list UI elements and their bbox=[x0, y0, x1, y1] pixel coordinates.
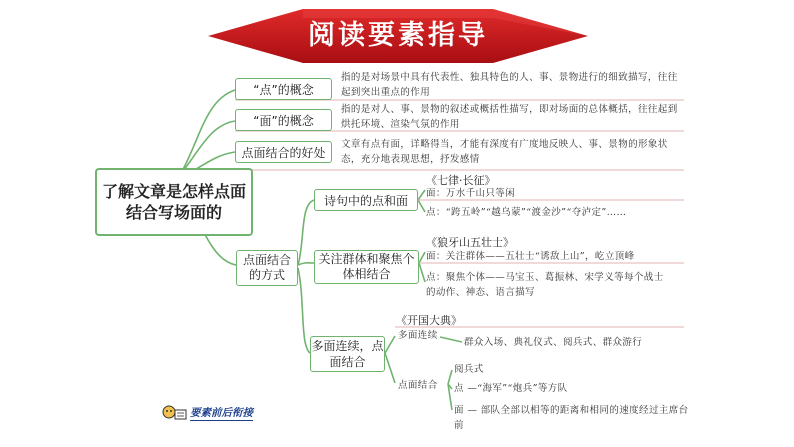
multi-node: 多面连续，点面结合 bbox=[310, 336, 385, 372]
multi-source: 《开国大典》 bbox=[396, 314, 462, 327]
poem-source: 《七律·长征》 bbox=[426, 174, 496, 187]
multi-items: 群众入场、典礼仪式、阅兵式、群众游行 bbox=[464, 337, 643, 348]
multi-label: 多面连续 bbox=[398, 330, 438, 341]
method-node: 点面结合的方式 bbox=[236, 250, 298, 286]
concept-surface-desc: 指的是对人、事、景物的叙述或概括性描写，即对场面的总体概括，往往起到烘托环境、渲染气氛的作用 bbox=[341, 104, 678, 130]
central-topic: 了解文章是怎样点面结合写场面的 bbox=[95, 168, 253, 236]
group-source: 《狼牙山五壮士》 bbox=[426, 236, 514, 249]
parade-surface: 面 — 部队全部以相等的距离和相同的速度经过主席台前 bbox=[454, 405, 689, 431]
poem-point: 点：“跨五岭”“越乌蒙”“渡金沙”“夺泸定”…… bbox=[426, 207, 627, 218]
combine-label: 点面结合 bbox=[398, 380, 438, 391]
benefit-node: 点面结合的好处 bbox=[235, 141, 332, 163]
group-point: 点：聚焦个体——马宝玉、葛振林、宋学义等每个战士的动作、神态、语言描写 bbox=[426, 272, 664, 298]
concept-point-node: “点”的概念 bbox=[235, 78, 332, 100]
page-title: 阅读要素指导 bbox=[308, 20, 488, 51]
parade-point: 点 —“海军”“炮兵”等方队 bbox=[454, 383, 568, 394]
concept-point-desc: 指的是对场景中具有代表性、独具特色的人、事、景物进行的细致描写，往往起到突出重点的作用 bbox=[341, 72, 678, 98]
footer-label: 要素前后衔接 bbox=[190, 407, 253, 419]
poem-surface: 面：万水千山只等闲 bbox=[426, 188, 516, 199]
group-node: 关注群体和聚焦个体相结合 bbox=[314, 250, 419, 284]
poem-node: 诗句中的点和面 bbox=[314, 189, 418, 211]
mascot-icon bbox=[160, 404, 188, 422]
footer-link[interactable] bbox=[160, 404, 253, 422]
concept-surface-node: “面”的概念 bbox=[235, 109, 332, 131]
parade-label: 阅兵式 bbox=[454, 364, 484, 375]
benefit-desc: 文章有点有面，详略得当，才能有深度有广度地反映人、事、景物的形象状态，充分地表现思想，抒发感情 bbox=[341, 139, 668, 165]
group-surface: 面：关注群体——五壮士“诱敌上山”，屹立顶峰 bbox=[426, 251, 635, 262]
